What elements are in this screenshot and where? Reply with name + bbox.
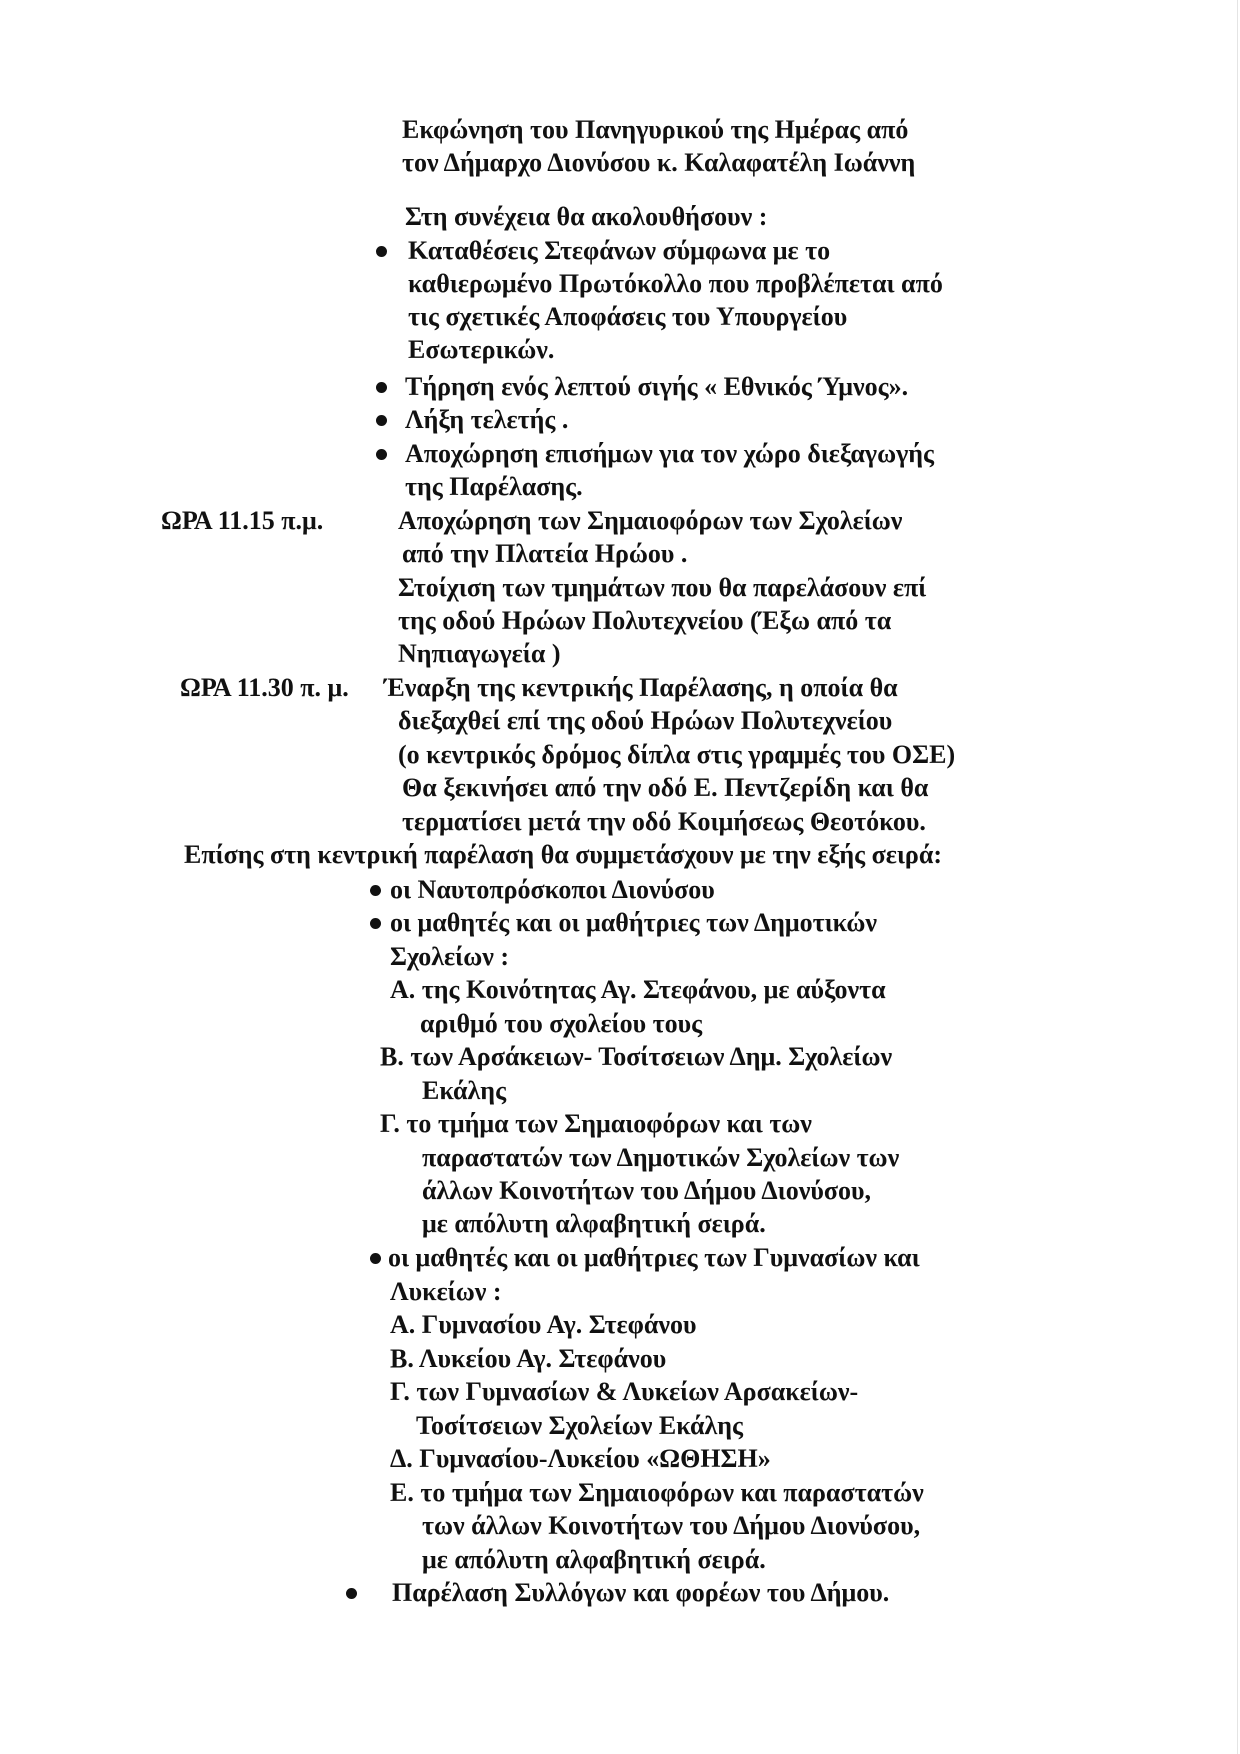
- list-item-text: Σχολείων :: [390, 942, 509, 971]
- list-item-text: Λυκείων :: [390, 1277, 502, 1306]
- sub-item-text: Γ. των Γυμνασίων & Λυκείων Αρσακείων-: [390, 1377, 859, 1406]
- bullet-icon: [370, 918, 381, 929]
- sub-item-text: Β. των Αρσάκειων- Τοσίτσειων Δημ. Σχολείων: [380, 1042, 893, 1071]
- sub-item-text: Γ. το τμήμα των Σημαιοφόρων και των: [380, 1109, 812, 1138]
- list-item-text: Παρέλαση Συλλόγων και φορέων του Δήμου.: [392, 1578, 890, 1607]
- time-label: ΩΡΑ 11.30 π. μ.: [180, 673, 349, 702]
- list-item-text: Καταθέσεις Στεφάνων σύμφωνα με το: [408, 236, 831, 265]
- sub-item-text: Α. Γυμνασίου Αγ. Στεφάνου: [390, 1310, 697, 1339]
- sequence-heading: Στη συνέχεια θα ακολουθήσουν :: [405, 202, 768, 231]
- bullet-icon: [376, 246, 387, 257]
- schedule-line: από την Πλατεία Ηρώου .: [402, 539, 688, 568]
- schedule-line: διεξαχθεί επί της οδού Ηρώων Πολυτεχνείου: [398, 706, 893, 735]
- bullet-icon: [370, 1253, 381, 1264]
- intro-line: τον Δήμαρχο Διονύσου κ. Καλαφατέλη Ιωάννη: [402, 148, 916, 177]
- sub-item-text: παραστατών των Δημοτικών Σχολείων των: [422, 1143, 900, 1172]
- schedule-line: Θα ξεκινήσει από την οδό Ε. Πεντζερίδη και θα: [402, 773, 929, 802]
- schedule-line: της οδού Ηρώων Πολυτεχνείου (Έξω από τα: [398, 606, 892, 635]
- bullet-icon: [376, 449, 387, 460]
- intro-line: Εκφώνηση του Πανηγυρικού της Ημέρας από: [402, 115, 909, 144]
- bullet-icon: [346, 1588, 357, 1599]
- sub-item-text: Εκάλης: [422, 1076, 507, 1105]
- schedule-line: (ο κεντρικός δρόμος δίπλα στις γραμμές του ΟΣΕ): [398, 740, 956, 769]
- list-item-text: οι Ναυτοπρόσκοποι Διονύσου: [390, 875, 715, 904]
- sub-item-text: Δ. Γυμνασίου-Λυκείου «ΩΘΗΣΗ»: [390, 1444, 771, 1473]
- scan-edge-line: [1237, 0, 1238, 1754]
- bullet-icon: [370, 885, 381, 896]
- sub-item-text: Α. της Κοινότητας Αγ. Στεφάνου, με αύξοντα: [390, 975, 886, 1004]
- list-item-text: Τήρηση ενός λεπτού σιγής « Εθνικός Ύμνος».: [405, 372, 909, 401]
- list-item-text: Λήξη τελετής .: [405, 405, 569, 434]
- sub-item-text: Τοσίτσειων Σχολείων Εκάλης: [416, 1411, 743, 1440]
- schedule-line: τερματίσει μετά την οδό Κοιμήσεως Θεοτόκου.: [402, 807, 926, 836]
- sub-item-text: άλλων Κοινοτήτων του Δήμου Διονύσου,: [422, 1176, 871, 1205]
- list-item-text: της Παρέλασης.: [405, 472, 583, 501]
- schedule-line: Νηπιαγωγεία ): [398, 639, 561, 668]
- list-item-text: Εσωτερικών.: [408, 335, 555, 364]
- list-item-text: οι μαθητές και οι μαθήτριες των Δημοτικών: [390, 908, 877, 937]
- bullet-icon: [376, 415, 387, 426]
- schedule-line: Αποχώρηση των Σημαιοφόρων των Σχολείων: [398, 506, 903, 535]
- list-item-text: οι μαθητές και οι μαθήτριες των Γυμνασίων και: [388, 1243, 920, 1272]
- sub-item-text: Β. Λυκείου Αγ. Στεφάνου: [390, 1344, 667, 1373]
- time-label: ΩΡΑ 11.15 π.μ.: [161, 506, 324, 535]
- sub-item-text: με απόλυτη αλφαβητική σειρά.: [422, 1209, 766, 1238]
- sub-item-text: των άλλων Κοινοτήτων του Δήμου Διονύσου,: [422, 1511, 921, 1540]
- schedule-line: Στοίχιση των τμημάτων που θα παρελάσουν επί: [398, 573, 927, 602]
- list-item-text: τις σχετικές Αποφάσεις του Υπουργείου: [408, 302, 848, 331]
- sub-item-text: με απόλυτη αλφαβητική σειρά.: [422, 1545, 766, 1574]
- parade-heading: Επίσης στη κεντρική παρέλαση θα συμμετάσχουν με την εξής σειρά:: [184, 840, 942, 869]
- sub-item-text: Ε. το τμήμα των Σημαιοφόρων και παραστατών: [390, 1478, 924, 1507]
- bullet-icon: [376, 382, 387, 393]
- list-item-text: Αποχώρηση επισήμων για τον χώρο διεξαγωγής: [405, 439, 934, 468]
- schedule-line: Έναρξη της κεντρικής Παρέλασης, η οποία θα: [384, 673, 898, 702]
- list-item-text: καθιερωμένο Πρωτόκολλο που προβλέπεται από: [408, 269, 943, 298]
- sub-item-text: αριθμό του σχολείου τους: [420, 1009, 703, 1038]
